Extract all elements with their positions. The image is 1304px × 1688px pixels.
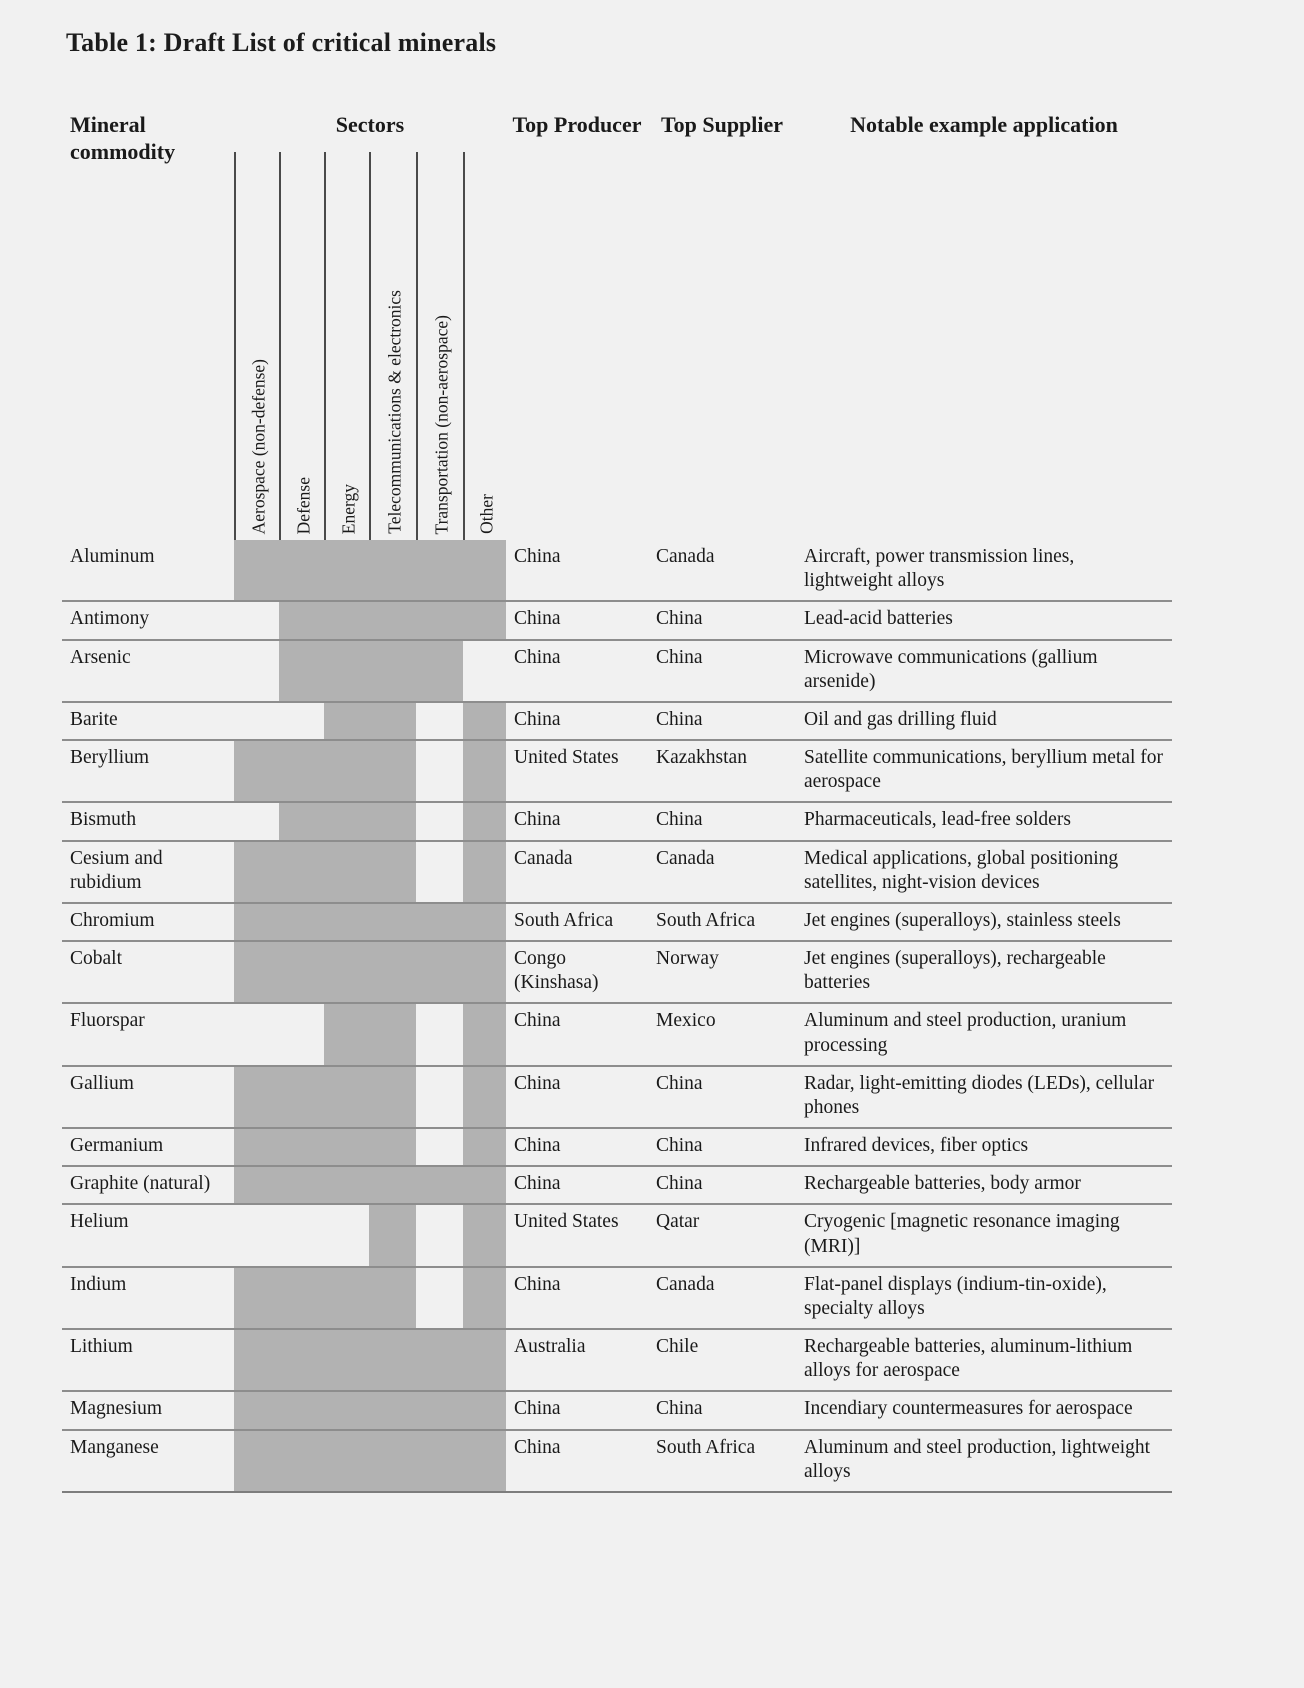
cell-sector-other	[463, 841, 506, 903]
cell-sector-telecom	[369, 903, 416, 941]
cell-top-supplier: South Africa	[648, 1430, 796, 1492]
cell-sector-defense	[279, 1267, 324, 1329]
cell-mineral-commodity: Cobalt	[62, 941, 234, 1003]
cell-sector-energy	[324, 640, 369, 702]
cell-sector-aerospace	[234, 903, 279, 941]
cell-top-supplier: China	[648, 1166, 796, 1204]
cell-notable-application: Medical applications, global positioning satellites, night-vision devices	[796, 841, 1172, 903]
cell-sector-energy	[324, 941, 369, 1003]
cell-top-supplier: Norway	[648, 941, 796, 1003]
cell-sector-telecom	[369, 601, 416, 639]
cell-sector-defense	[279, 1329, 324, 1391]
cell-top-supplier: China	[648, 601, 796, 639]
cell-sector-energy	[324, 1329, 369, 1391]
cell-mineral-commodity: Lithium	[62, 1329, 234, 1391]
cell-sector-other	[463, 702, 506, 740]
cell-sector-telecom	[369, 1267, 416, 1329]
header-sectors-label: Sectors	[335, 112, 405, 137]
cell-sector-aerospace	[234, 1329, 279, 1391]
cell-sector-defense	[279, 903, 324, 941]
table-caption: Table 1: Draft List of critical minerals	[66, 28, 497, 57]
cell-sector-aerospace	[234, 1430, 279, 1492]
table-row	[62, 740, 1172, 802]
cell-notable-application: Aluminum and steel production, uranium processing	[796, 1003, 1172, 1065]
cell-top-supplier: Chile	[648, 1329, 796, 1391]
cell-top-producer: China	[506, 540, 648, 601]
cell-sector-telecom	[369, 802, 416, 840]
cell-mineral-commodity: Barite	[62, 702, 234, 740]
cell-sector-transportation	[416, 1430, 463, 1492]
cell-sector-energy	[324, 1391, 369, 1429]
cell-sector-defense	[279, 1166, 324, 1204]
cell-sector-energy	[324, 903, 369, 941]
cell-top-producer: China	[506, 1066, 648, 1128]
table-row	[62, 1066, 1172, 1128]
cell-sector-transportation	[416, 1204, 463, 1266]
cell-sector-transportation	[416, 903, 463, 941]
cell-sector-other	[463, 1430, 506, 1492]
cell-sector-transportation	[416, 601, 463, 639]
cell-sector-transportation	[416, 802, 463, 840]
cell-notable-application: Infrared devices, fiber optics	[796, 1128, 1172, 1166]
cell-sector-defense	[279, 1003, 324, 1065]
cell-sector-energy	[324, 740, 369, 802]
cell-sector-telecom	[369, 1391, 416, 1429]
cell-sector-transportation	[416, 740, 463, 802]
cell-notable-application: Oil and gas drilling fluid	[796, 702, 1172, 740]
cell-notable-application: Incendiary countermeasures for aerospace	[796, 1391, 1172, 1429]
header-sector-defense: Defense	[292, 476, 313, 534]
cell-mineral-commodity: Magnesium	[62, 1391, 234, 1429]
cell-sector-energy	[324, 1204, 369, 1266]
cell-sector-energy	[324, 1166, 369, 1204]
header-sector-other: Other	[475, 494, 496, 534]
cell-top-supplier: Mexico	[648, 1003, 796, 1065]
critical-minerals-table	[62, 104, 1172, 1493]
cell-sector-telecom	[369, 1066, 416, 1128]
cell-mineral-commodity: Arsenic	[62, 640, 234, 702]
cell-sector-transportation	[416, 1066, 463, 1128]
cell-top-supplier: Canada	[648, 540, 796, 601]
table-row	[62, 1204, 1172, 1266]
cell-top-producer: China	[506, 1003, 648, 1065]
cell-sector-telecom	[369, 841, 416, 903]
cell-mineral-commodity: Helium	[62, 1204, 234, 1266]
cell-mineral-commodity: Chromium	[62, 903, 234, 941]
cell-sector-defense	[279, 601, 324, 639]
cell-top-producer: South Africa	[506, 903, 648, 941]
cell-top-supplier: Canada	[648, 1267, 796, 1329]
cell-notable-application: Radar, light-emitting diodes (LEDs), cellular phones	[796, 1066, 1172, 1128]
cell-sector-other	[463, 1066, 506, 1128]
cell-sector-aerospace	[234, 740, 279, 802]
cell-notable-application: Pharmaceuticals, lead-free solders	[796, 802, 1172, 840]
cell-notable-application: Jet engines (superalloys), rechargeable batteries	[796, 941, 1172, 1003]
cell-sector-telecom	[369, 1128, 416, 1166]
table-row	[62, 1329, 1172, 1391]
cell-sector-other	[463, 1003, 506, 1065]
header-sector-energy: Energy	[337, 483, 358, 534]
cell-sector-telecom	[369, 702, 416, 740]
cell-top-producer: United States	[506, 740, 648, 802]
cell-sector-transportation	[416, 1329, 463, 1391]
cell-sector-aerospace	[234, 1128, 279, 1166]
table-row	[62, 903, 1172, 941]
cell-sector-transportation	[416, 1166, 463, 1204]
table-row	[62, 841, 1172, 903]
cell-sector-transportation	[416, 941, 463, 1003]
cell-sector-transportation	[416, 1128, 463, 1166]
cell-notable-application: Rechargeable batteries, body armor	[796, 1166, 1172, 1204]
cell-sector-aerospace	[234, 1391, 279, 1429]
cell-sector-telecom	[369, 1430, 416, 1492]
cell-sector-aerospace	[234, 1066, 279, 1128]
cell-top-producer: United States	[506, 1204, 648, 1266]
cell-sector-transportation	[416, 1267, 463, 1329]
cell-mineral-commodity: Cesium and rubidium	[62, 841, 234, 903]
table-row	[62, 640, 1172, 702]
cell-sector-energy	[324, 1066, 369, 1128]
cell-sector-other	[463, 1267, 506, 1329]
cell-top-supplier: South Africa	[648, 903, 796, 941]
cell-sector-aerospace	[234, 802, 279, 840]
cell-sector-other	[463, 601, 506, 639]
table-row	[62, 1391, 1172, 1429]
cell-sector-other	[463, 903, 506, 941]
cell-sector-aerospace	[234, 1166, 279, 1204]
cell-sector-defense	[279, 540, 324, 601]
cell-notable-application: Satellite communications, beryllium metal for aerospace	[796, 740, 1172, 802]
cell-sector-telecom	[369, 740, 416, 802]
cell-top-supplier: Canada	[648, 841, 796, 903]
cell-sector-aerospace	[234, 941, 279, 1003]
cell-top-producer: China	[506, 640, 648, 702]
cell-sector-other	[463, 802, 506, 840]
cell-sector-other	[463, 640, 506, 702]
cell-sector-aerospace	[234, 702, 279, 740]
cell-top-producer: China	[506, 601, 648, 639]
cell-top-producer: China	[506, 1267, 648, 1329]
cell-notable-application: Aircraft, power transmission lines, lightweight alloys	[796, 540, 1172, 601]
cell-sector-other	[463, 1128, 506, 1166]
cell-sector-defense	[279, 841, 324, 903]
cell-sector-other	[463, 740, 506, 802]
header-notable-application: Notable example application	[850, 112, 1118, 137]
cell-top-supplier: China	[648, 1391, 796, 1429]
cell-sector-other	[463, 1391, 506, 1429]
cell-mineral-commodity: Graphite (natural)	[62, 1166, 234, 1204]
cell-sector-telecom	[369, 1166, 416, 1204]
cell-notable-application: Flat-panel displays (indium-tin-oxide), specialty alloys	[796, 1267, 1172, 1329]
cell-notable-application: Cryogenic [magnetic resonance imaging (MRI)]	[796, 1204, 1172, 1266]
cell-sector-defense	[279, 1391, 324, 1429]
header-mineral-commodity: Mineral commodity	[70, 112, 176, 164]
cell-top-supplier: China	[648, 640, 796, 702]
cell-sector-transportation	[416, 640, 463, 702]
cell-top-supplier: China	[648, 1128, 796, 1166]
cell-sector-transportation	[416, 1003, 463, 1065]
cell-sector-telecom	[369, 640, 416, 702]
cell-top-supplier: China	[648, 702, 796, 740]
cell-sector-other	[463, 1204, 506, 1266]
header-top-producer: Top Producer	[512, 112, 642, 137]
cell-sector-telecom	[369, 1204, 416, 1266]
cell-sector-aerospace	[234, 1003, 279, 1065]
cell-mineral-commodity: Bismuth	[62, 802, 234, 840]
header-sector-transportation: Transportation (non-aerospace)	[430, 314, 451, 534]
cell-sector-aerospace	[234, 1267, 279, 1329]
cell-top-supplier: Kazakhstan	[648, 740, 796, 802]
cell-top-supplier: Qatar	[648, 1204, 796, 1266]
cell-sector-energy	[324, 1430, 369, 1492]
cell-sector-aerospace	[234, 540, 279, 601]
cell-sector-energy	[324, 841, 369, 903]
cell-sector-other	[463, 1166, 506, 1204]
cell-sector-defense	[279, 740, 324, 802]
cell-mineral-commodity: Antimony	[62, 601, 234, 639]
cell-sector-defense	[279, 640, 324, 702]
cell-sector-transportation	[416, 1391, 463, 1429]
cell-sector-energy	[324, 601, 369, 639]
cell-sector-transportation	[416, 540, 463, 601]
cell-sector-transportation	[416, 841, 463, 903]
cell-sector-defense	[279, 702, 324, 740]
cell-sector-aerospace	[234, 1204, 279, 1266]
cell-sector-aerospace	[234, 640, 279, 702]
cell-top-producer: China	[506, 1166, 648, 1204]
cell-sector-defense	[279, 1066, 324, 1128]
header-top-supplier: Top Supplier	[660, 112, 784, 137]
table-row	[62, 941, 1172, 1003]
table-row	[62, 1267, 1172, 1329]
cell-top-producer: Congo (Kinshasa)	[506, 941, 648, 1003]
cell-mineral-commodity: Indium	[62, 1267, 234, 1329]
cell-sector-aerospace	[234, 841, 279, 903]
header-sector-telecom: Telecommunications & electronics	[383, 290, 404, 534]
table-row	[62, 1128, 1172, 1166]
cell-sector-energy	[324, 1003, 369, 1065]
cell-sector-telecom	[369, 1003, 416, 1065]
cell-sector-energy	[324, 540, 369, 601]
cell-sector-telecom	[369, 1329, 416, 1391]
cell-top-producer: China	[506, 1128, 648, 1166]
cell-sector-defense	[279, 802, 324, 840]
cell-sector-energy	[324, 1267, 369, 1329]
cell-sector-telecom	[369, 540, 416, 601]
cell-notable-application: Lead-acid batteries	[796, 601, 1172, 639]
cell-sector-aerospace	[234, 601, 279, 639]
cell-sector-energy	[324, 802, 369, 840]
cell-notable-application: Aluminum and steel production, lightweight alloys	[796, 1430, 1172, 1492]
cell-mineral-commodity: Germanium	[62, 1128, 234, 1166]
table-header	[62, 104, 1172, 540]
cell-mineral-commodity: Beryllium	[62, 740, 234, 802]
cell-top-producer: China	[506, 1391, 648, 1429]
header-row	[62, 104, 1172, 540]
table-row	[62, 601, 1172, 639]
cell-sector-other	[463, 941, 506, 1003]
cell-mineral-commodity: Manganese	[62, 1430, 234, 1492]
table-row	[62, 802, 1172, 840]
cell-mineral-commodity: Aluminum	[62, 540, 234, 601]
cell-sector-transportation	[416, 702, 463, 740]
cell-mineral-commodity: Fluorspar	[62, 1003, 234, 1065]
cell-notable-application: Jet engines (superalloys), stainless steels	[796, 903, 1172, 941]
cell-notable-application: Rechargeable batteries, aluminum-lithium alloys for aerospace	[796, 1329, 1172, 1391]
cell-sector-energy	[324, 702, 369, 740]
cell-top-producer: Canada	[506, 841, 648, 903]
table-row	[62, 1430, 1172, 1492]
cell-notable-application: Microwave communications (gallium arsenide)	[796, 640, 1172, 702]
cell-top-producer: Australia	[506, 1329, 648, 1391]
cell-sector-defense	[279, 941, 324, 1003]
cell-top-producer: China	[506, 802, 648, 840]
cell-top-supplier: China	[648, 802, 796, 840]
cell-sector-defense	[279, 1430, 324, 1492]
cell-top-producer: China	[506, 1430, 648, 1492]
header-sectors-group	[234, 104, 506, 540]
cell-top-supplier: China	[648, 1066, 796, 1128]
cell-sector-telecom	[369, 941, 416, 1003]
cell-sector-energy	[324, 1128, 369, 1166]
header-sector-aerospace: Aerospace (non-defense)	[247, 358, 268, 534]
cell-sector-other	[463, 1329, 506, 1391]
table-row	[62, 540, 1172, 601]
table-row	[62, 702, 1172, 740]
table-row	[62, 1003, 1172, 1065]
cell-top-producer: China	[506, 702, 648, 740]
cell-sector-defense	[279, 1128, 324, 1166]
table-row	[62, 1166, 1172, 1204]
cell-sector-other	[463, 540, 506, 601]
cell-mineral-commodity: Gallium	[62, 1066, 234, 1128]
cell-sector-defense	[279, 1204, 324, 1266]
table-body	[62, 540, 1172, 1492]
